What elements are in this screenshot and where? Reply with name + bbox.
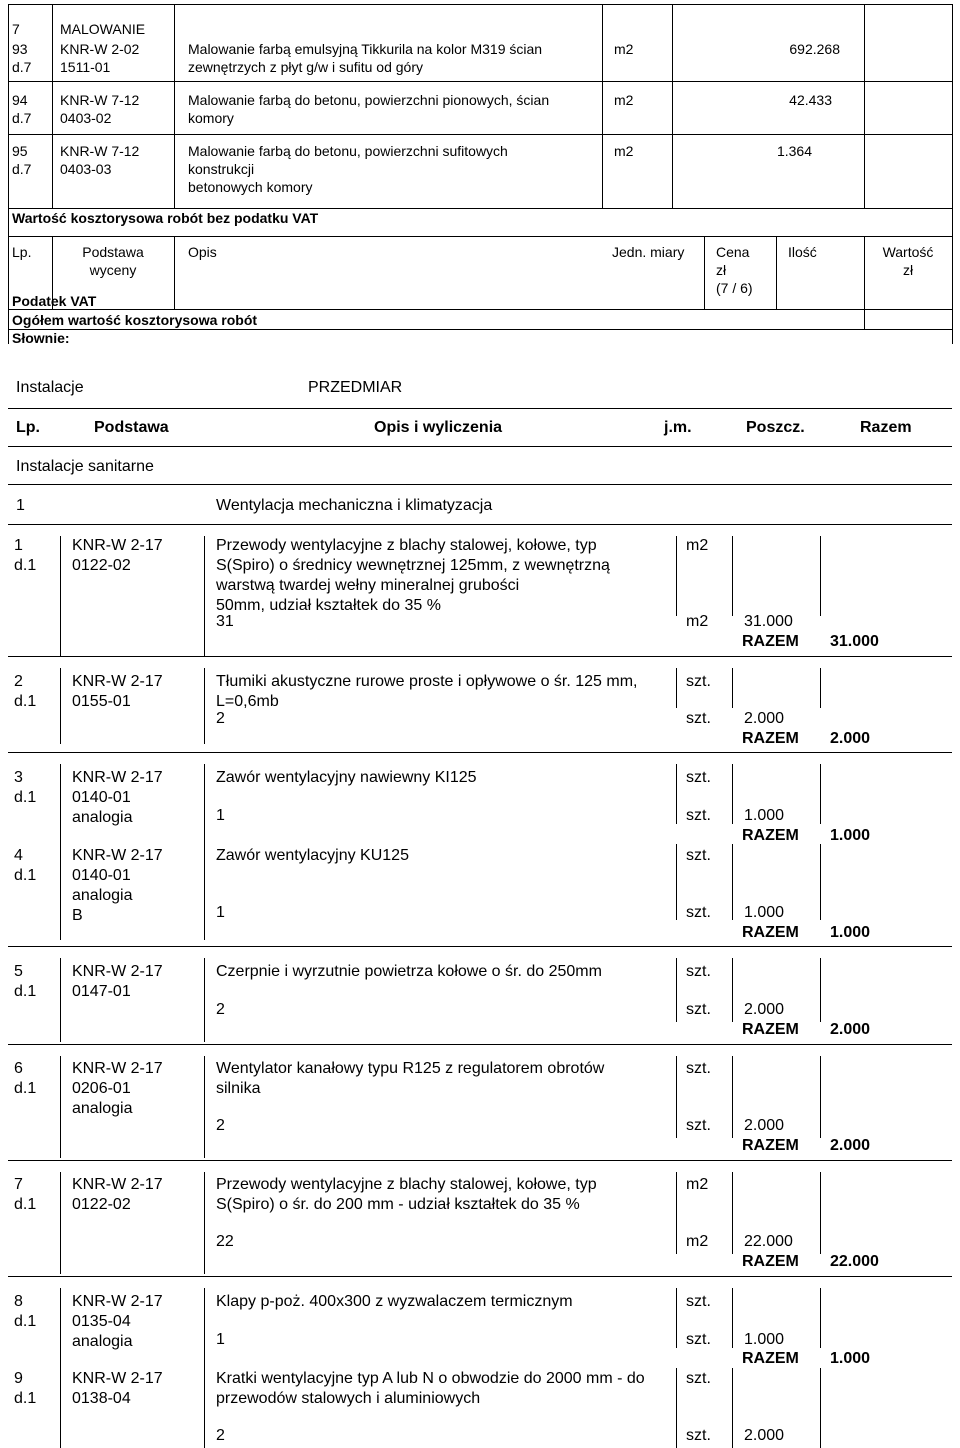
rule bbox=[60, 536, 61, 656]
rule bbox=[732, 1368, 733, 1448]
rule bbox=[704, 236, 705, 309]
rule bbox=[8, 1276, 952, 1277]
col-desc: Opis i wyliczenia bbox=[374, 419, 503, 436]
item-desc: Przewody wentylacyjne z blachy stalowej, kołowe, typ S(Spiro) o średnicy wewnętrznej 125mm, z wewnętrzną warstwą twardej wełny mineralnej grubości 50mm, udział kształtek do 35 % bbox=[216, 537, 610, 614]
rule bbox=[732, 764, 733, 824]
row-qty: 1.364 bbox=[776, 143, 812, 159]
subsection-title: Wentylacja mechaniczna i klimatyzacja bbox=[216, 497, 493, 514]
rule bbox=[8, 752, 952, 753]
subsection-lp: 1 bbox=[16, 497, 25, 514]
rule bbox=[8, 1044, 952, 1045]
rule bbox=[820, 1368, 821, 1448]
rule bbox=[732, 1056, 733, 1138]
rule bbox=[8, 484, 952, 485]
rule bbox=[820, 1172, 821, 1254]
rule bbox=[952, 4, 953, 344]
item-lp: 7 d.1 bbox=[14, 1176, 37, 1213]
row-lp: 95 d.7 bbox=[12, 143, 32, 177]
header-base: Podstawa wyceny bbox=[82, 244, 144, 278]
rule bbox=[676, 958, 677, 1022]
item-lp: 2 d.1 bbox=[14, 673, 37, 710]
header-desc: Opis bbox=[188, 244, 217, 260]
item-base: KNR-W 2-17 0155-01 bbox=[72, 673, 163, 710]
row-desc: Malowanie farbą do betonu, powierzchni sufitowych konstrukcji betonowych komory bbox=[188, 143, 508, 195]
rule bbox=[204, 1288, 205, 1368]
row-unit: m2 bbox=[614, 92, 634, 108]
rule bbox=[8, 4, 952, 5]
item-desc: Wentylator kanałowy typu R125 z regulatorem obrotów silnika bbox=[216, 1060, 605, 1097]
col-poszcz: Poszcz. bbox=[746, 419, 805, 436]
item-razem: 31.000 bbox=[830, 633, 879, 650]
item-razem: 1.000 bbox=[830, 1350, 871, 1367]
header-price: Cena zł (7 / 6) bbox=[716, 244, 753, 296]
rule bbox=[820, 536, 821, 616]
rule bbox=[676, 1172, 677, 1254]
rule bbox=[732, 844, 733, 920]
item-razem-label: RAZEM bbox=[742, 1350, 799, 1367]
item-calc: 1 bbox=[216, 807, 225, 824]
item-calc-unit: szt. bbox=[686, 1001, 711, 1018]
rule bbox=[8, 4, 9, 344]
item-base: KNR-W 2-17 0122-02 bbox=[72, 1176, 163, 1213]
item-lp: 1 d.1 bbox=[14, 537, 37, 574]
rule bbox=[8, 81, 952, 82]
rule bbox=[60, 1368, 61, 1448]
rule bbox=[820, 844, 821, 920]
rule bbox=[8, 656, 952, 657]
total-label: Ogółem wartość kosztorysowa robót bbox=[12, 312, 258, 328]
rule bbox=[820, 1056, 821, 1138]
rule bbox=[8, 446, 952, 447]
rule bbox=[732, 1288, 733, 1348]
group-label: Instalacje sanitarne bbox=[16, 458, 154, 475]
rule bbox=[204, 958, 205, 1042]
przedmiar-left-label: Instalacje bbox=[16, 379, 84, 396]
item-razem-label: RAZEM bbox=[742, 924, 799, 941]
item-poszcz: 2.000 bbox=[744, 710, 785, 727]
rule bbox=[60, 844, 61, 940]
item-unit: szt. bbox=[686, 673, 711, 690]
item-razem: 2.000 bbox=[830, 730, 871, 747]
item-lp: 4 d.1 bbox=[14, 847, 37, 884]
item-desc: Przewody wentylacyjne z blachy stalowej, kołowe, typ S(Spiro) o śr. do 200 mm - udział kształtek do 35 % bbox=[216, 1176, 597, 1213]
dictionary-label: Słownie: bbox=[12, 330, 70, 346]
rule bbox=[204, 1368, 205, 1448]
item-poszcz: 31.000 bbox=[744, 613, 793, 630]
item-razem: 1.000 bbox=[830, 827, 871, 844]
rule bbox=[820, 668, 821, 708]
item-calc: 2 bbox=[216, 1427, 225, 1444]
item-calc-unit: szt. bbox=[686, 710, 711, 727]
rule bbox=[676, 536, 677, 616]
row-base: KNR-W 2-02 1511-01 bbox=[60, 41, 140, 75]
item-unit: m2 bbox=[686, 537, 709, 554]
item-razem-label: RAZEM bbox=[742, 1137, 799, 1154]
item-unit: szt. bbox=[686, 769, 711, 786]
rule bbox=[676, 668, 677, 708]
rule bbox=[8, 524, 952, 525]
item-poszcz: 1.000 bbox=[744, 1331, 785, 1348]
item-calc-unit: m2 bbox=[686, 613, 709, 630]
item-calc-unit: szt. bbox=[686, 1427, 711, 1444]
row-desc: Malowanie farbą emulsyjną Tikkurila na kolor M319 ścian zewnętrzych z płyt g/w i sufitu od góry bbox=[188, 41, 543, 75]
item-poszcz: 2.000 bbox=[744, 1117, 785, 1134]
item-razem-label: RAZEM bbox=[742, 1021, 799, 1038]
rule bbox=[60, 764, 61, 844]
row-qty: 42.433 bbox=[789, 92, 832, 108]
rule bbox=[672, 4, 673, 208]
row-base: KNR-W 7-12 0403-02 bbox=[60, 92, 140, 126]
rule bbox=[820, 1288, 821, 1348]
header-lp: Lp. bbox=[12, 244, 32, 260]
item-calc-unit: m2 bbox=[686, 1233, 709, 1250]
rule bbox=[60, 1288, 61, 1368]
item-poszcz: 1.000 bbox=[744, 904, 785, 921]
item-razem-label: RAZEM bbox=[742, 827, 799, 844]
rule bbox=[676, 844, 677, 920]
rule bbox=[52, 4, 53, 208]
rule bbox=[60, 668, 61, 744]
item-razem-label: RAZEM bbox=[742, 730, 799, 747]
rule bbox=[820, 764, 821, 824]
item-desc: Klapy p-poż. 400x300 z wyzwalaczem termicznym bbox=[216, 1293, 573, 1310]
item-poszcz: 2.000 bbox=[744, 1427, 785, 1444]
item-razem: 1.000 bbox=[830, 924, 871, 941]
item-base: KNR-W 2-17 0147-01 bbox=[72, 963, 163, 1000]
item-calc-unit: szt. bbox=[686, 807, 711, 824]
row-lp: 93 d.7 bbox=[12, 41, 32, 75]
rule bbox=[174, 236, 175, 309]
value-without-vat-label: Wartość kosztorysowa robót bez podatku VAT bbox=[12, 210, 319, 226]
rule bbox=[776, 236, 777, 309]
row-base: KNR-W 7-12 0403-03 bbox=[60, 143, 140, 177]
item-calc-unit: szt. bbox=[686, 1117, 711, 1134]
rule bbox=[676, 1056, 677, 1138]
col-razem: Razem bbox=[860, 419, 912, 436]
item-desc: Tłumiki akustyczne rurowe proste i opływowe o śr. 125 mm, L=0,6mb bbox=[216, 673, 638, 710]
section-lp: 7 bbox=[12, 21, 20, 37]
rule bbox=[174, 4, 175, 208]
col-lp: Lp. bbox=[16, 419, 40, 436]
rule bbox=[204, 844, 205, 940]
row-qty: 692.268 bbox=[789, 41, 840, 57]
przedmiar-title: PRZEDMIAR bbox=[308, 379, 403, 396]
header-value: Wartość zł bbox=[882, 244, 934, 278]
item-base: KNR-W 2-17 0140-01 analogia B bbox=[72, 847, 163, 924]
item-desc: Kratki wentylacyjne typ A lub N o obwodzie do 2000 mm - do przewodów stalowych i aluminiowych bbox=[216, 1370, 645, 1407]
header-qty: Ilość bbox=[788, 244, 817, 260]
rule bbox=[8, 408, 952, 409]
row-unit: m2 bbox=[614, 41, 634, 57]
item-unit: szt. bbox=[686, 963, 711, 980]
rule bbox=[60, 1056, 61, 1158]
item-calc: 2 bbox=[216, 1001, 225, 1018]
item-unit: m2 bbox=[686, 1176, 709, 1193]
rule bbox=[820, 958, 821, 1022]
item-base: KNR-W 2-17 0135-04 analogia bbox=[72, 1293, 163, 1350]
section-title: MALOWANIE bbox=[60, 21, 146, 37]
rule bbox=[676, 1288, 677, 1348]
rule bbox=[732, 1172, 733, 1254]
rule bbox=[204, 1056, 205, 1158]
rule bbox=[60, 1172, 61, 1274]
item-lp: 8 d.1 bbox=[14, 1293, 37, 1330]
rule bbox=[732, 958, 733, 1022]
item-poszcz: 22.000 bbox=[744, 1233, 793, 1250]
item-lp: 3 d.1 bbox=[14, 769, 37, 806]
rule bbox=[204, 764, 205, 844]
item-calc: 1 bbox=[216, 904, 225, 921]
row-lp: 94 d.7 bbox=[12, 92, 32, 126]
rule bbox=[676, 1368, 677, 1448]
item-desc: Czerpnie i wyrzutnie powietrza kołowe o śr. do 250mm bbox=[216, 963, 602, 980]
col-base: Podstawa bbox=[94, 419, 169, 436]
item-razem: 2.000 bbox=[830, 1137, 871, 1154]
item-calc: 22 bbox=[216, 1233, 234, 1250]
rule bbox=[8, 1160, 952, 1161]
item-desc: Zawór wentylacyjny KU125 bbox=[216, 847, 409, 864]
rule bbox=[8, 309, 952, 310]
item-razem: 2.000 bbox=[830, 1021, 871, 1038]
rule bbox=[204, 536, 205, 656]
rule bbox=[602, 4, 603, 208]
item-unit: szt. bbox=[686, 1060, 711, 1077]
item-calc: 31 bbox=[216, 613, 234, 630]
item-base: KNR-W 2-17 0140-01 analogia bbox=[72, 769, 163, 826]
row-unit: m2 bbox=[614, 143, 634, 159]
rule bbox=[8, 946, 952, 947]
rule bbox=[8, 134, 952, 135]
item-calc-unit: szt. bbox=[686, 904, 711, 921]
item-calc: 2 bbox=[216, 710, 225, 727]
rule bbox=[60, 958, 61, 1042]
item-unit: szt. bbox=[686, 1370, 711, 1387]
rule bbox=[8, 329, 952, 330]
item-lp: 6 d.1 bbox=[14, 1060, 37, 1097]
item-razem-label: RAZEM bbox=[742, 1253, 799, 1270]
row-desc: Malowanie farbą do betonu, powierzchni pionowych, ścian komory bbox=[188, 92, 550, 126]
item-calc: 1 bbox=[216, 1331, 225, 1348]
item-calc: 2 bbox=[216, 1117, 225, 1134]
header-unit: Jedn. miary bbox=[612, 244, 685, 260]
tax-label: Podatek VAT bbox=[12, 293, 97, 309]
item-base: KNR-W 2-17 0206-01 analogia bbox=[72, 1060, 163, 1117]
item-base: KNR-W 2-17 0122-02 bbox=[72, 537, 163, 574]
item-desc: Zawór wentylacyjny nawiewny KI125 bbox=[216, 769, 477, 786]
rule bbox=[864, 4, 865, 208]
rule bbox=[732, 668, 733, 708]
rule bbox=[676, 764, 677, 824]
item-lp: 5 d.1 bbox=[14, 963, 37, 1000]
col-unit: j.m. bbox=[664, 419, 692, 436]
item-base: KNR-W 2-17 0138-04 bbox=[72, 1370, 163, 1407]
rule bbox=[732, 536, 733, 616]
rule bbox=[204, 668, 205, 744]
item-razem-label: RAZEM bbox=[742, 633, 799, 650]
item-calc-unit: szt. bbox=[686, 1331, 711, 1348]
item-poszcz: 1.000 bbox=[744, 807, 785, 824]
item-lp: 9 d.1 bbox=[14, 1370, 37, 1407]
item-unit: szt. bbox=[686, 847, 711, 864]
item-poszcz: 2.000 bbox=[744, 1001, 785, 1018]
rule bbox=[204, 1172, 205, 1274]
item-razem: 22.000 bbox=[830, 1253, 879, 1270]
rule bbox=[8, 236, 952, 237]
item-unit: szt. bbox=[686, 1293, 711, 1310]
